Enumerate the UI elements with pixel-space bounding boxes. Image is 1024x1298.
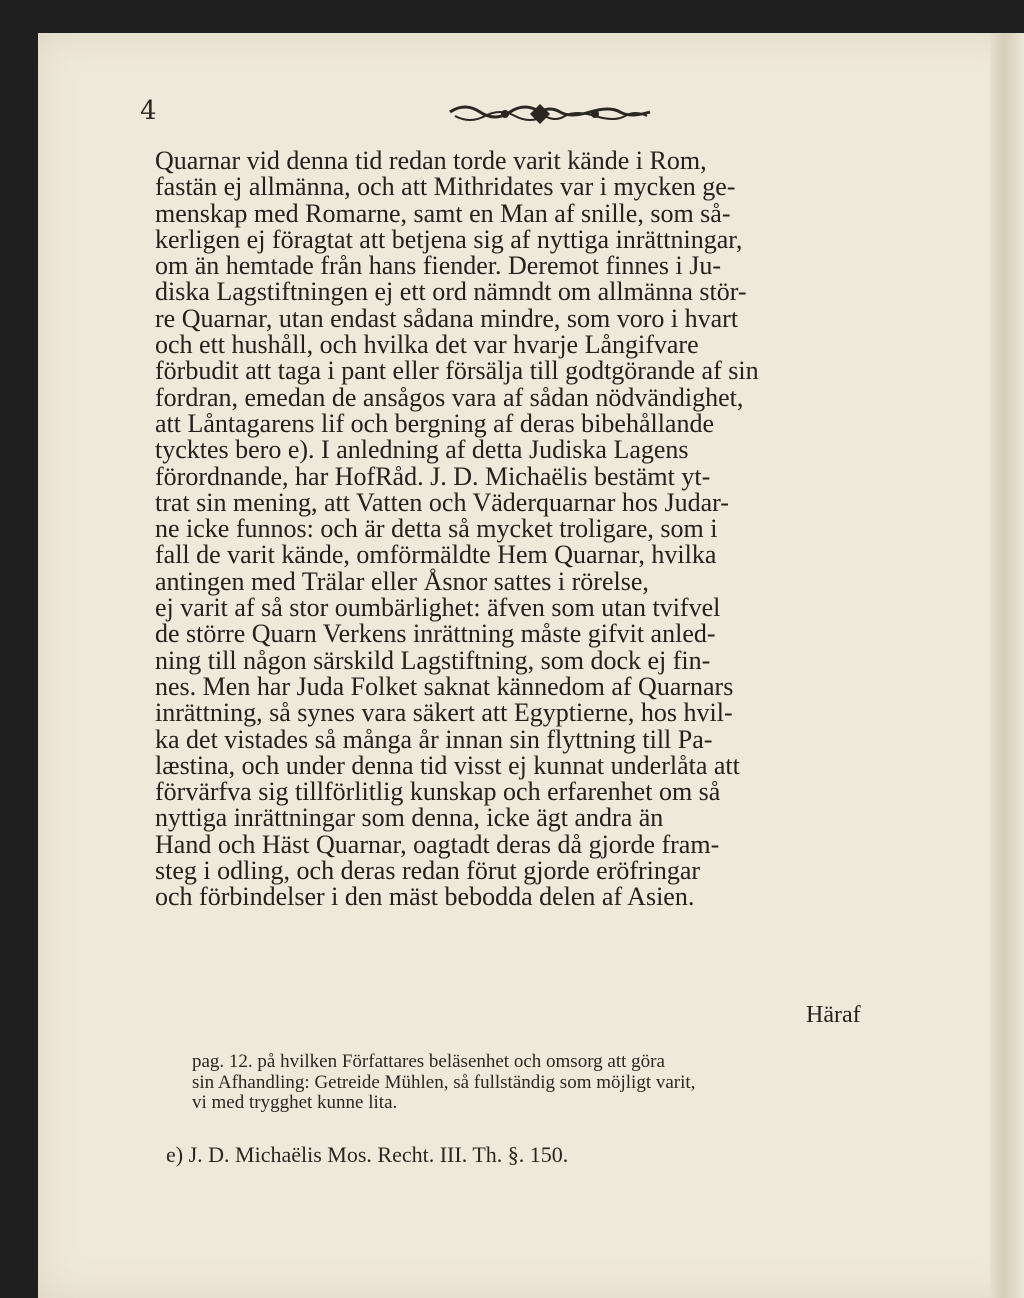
text-line: re Quarnar, utan endast sådana mindre, som voro i hvart xyxy=(155,303,739,333)
footnote-line: sin Afhandling: Getreide Mühlen, så fullständig som möjligt varit, xyxy=(192,1071,696,1093)
text-line: trat sin mening, att Vatten och Väderquarnar hos Judar- xyxy=(155,487,729,517)
text-line: tycktes bero e). I anledning af detta Judiska Lagens xyxy=(155,435,689,465)
text-line: nyttiga inrättningar som denna, icke ägt andra än xyxy=(155,803,664,833)
text-line: att Låntagarens lif och bergning af deras bibehållande xyxy=(155,408,715,438)
text-line: kerligen ej föragtat att betjena sig af nyttiga inrättningar, xyxy=(155,224,743,254)
text-line: ej varit af så stor oumbärlighet: äfven som utan tvifvel xyxy=(155,593,721,623)
text-line: diska Lagstiftningen ej ett ord nämndt om allmänna stör- xyxy=(155,277,747,307)
footnote-line: pag. 12. på hvilken Författares beläsenhet och omsorg att göra xyxy=(192,1051,665,1072)
footnote-continuation xyxy=(192,1052,892,1114)
text-line: och ett hushåll, och hvilka det var hvarje Långifvare xyxy=(155,330,699,360)
text-line: Quarnar vid denna tid redan torde varit kände i Rom, xyxy=(155,146,707,175)
text-line: fall de varit kände, omförmäldte Hem Quarnar, hvilka xyxy=(155,540,717,570)
text-line: steg i odling, och deras redan förut gjorde eröfringar xyxy=(155,856,701,886)
text-line: inrättning, så synes vara säkert att Egyptierne, hos hvil- xyxy=(155,698,733,728)
text-line: förbudit att taga i pant eller försälja till godtgörande af sin xyxy=(155,356,759,386)
text-line: fordran, emedan de ansågos vara af sådan nödvändighet, xyxy=(155,382,744,412)
footnote-line: vi med trygghet kunne lita. xyxy=(192,1092,398,1113)
main-text xyxy=(155,148,900,911)
text-line: de större Quarn Verkens inrättning måste gifvit anled- xyxy=(155,619,716,649)
catchword: Häraf xyxy=(806,1002,861,1028)
page-number: 4 xyxy=(140,96,157,126)
text-line: antingen med Trälar eller Åsnor sattes i rörelse, xyxy=(155,566,649,596)
page-gutter xyxy=(990,33,1024,1298)
footnote-e: e) J. D. Michaëlis Mos. Recht. III. Th. §. 150. xyxy=(166,1142,569,1167)
text-line: förordnande, har HofRåd. J. D. Michaëlis bestämt yt- xyxy=(155,461,711,491)
text-line: om än hemtade från hans fiender. Deremot finnes i Ju- xyxy=(155,251,722,281)
text-line: ne icke funnos: och är detta så mycket troligare, som i xyxy=(155,514,718,544)
decorative-scroll-headpiece-icon xyxy=(445,98,655,128)
text-line: fastän ej allmänna, och att Mithridates var i mycken ge- xyxy=(155,172,736,202)
text-line: förvärfva sig tillförlitlig kunskap och erfarenhet om så xyxy=(155,777,721,807)
text-line: och förbindelser i den mäst bebodda delen af Asien. xyxy=(155,882,695,912)
text-line: menskap med Romarne, samt en Man af snille, som så- xyxy=(155,198,731,228)
text-line: ning till någon särskild Lagstiftning, som dock ej fin- xyxy=(155,645,711,675)
text-line: Hand och Häst Quarnar, oagtadt deras då gjorde fram- xyxy=(155,829,720,859)
text-line: ka det vistades så många år innan sin flyttning till Pa- xyxy=(155,724,713,754)
text-line: læstina, och under denna tid visst ej kunnat underlåta att xyxy=(155,750,740,780)
text-line: nes. Men har Juda Folket saknat kännedom af Quarnars xyxy=(155,671,734,701)
